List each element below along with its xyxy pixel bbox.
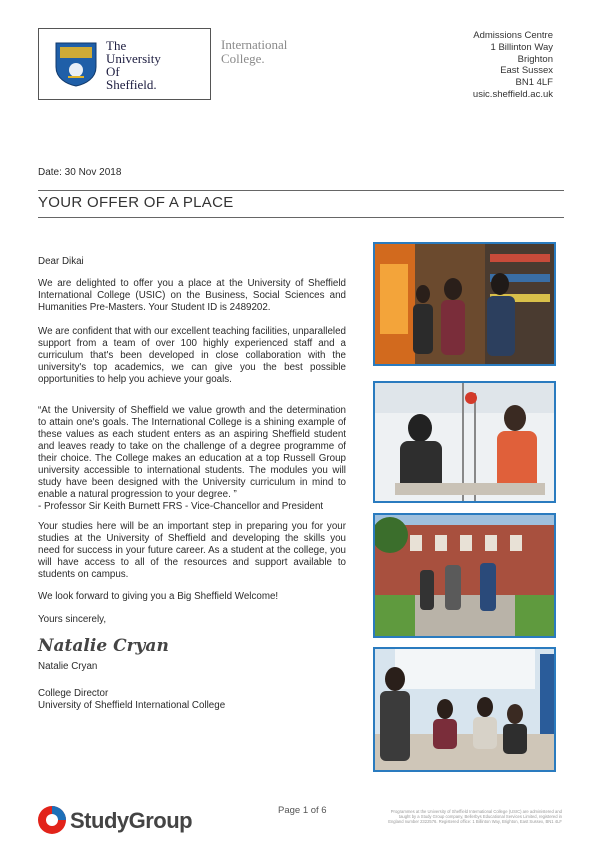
legal-small-print: Programmes at the University of Sheffield International College (USIC) are administered and taught by a Study Group company, Bellerbys Educational Services Limited, registered in England number 2322576. Registered office: 1 Billinton Way, Brighton, East Sussex, BN1 4LF bbox=[388, 809, 562, 824]
photo-bookshop bbox=[373, 242, 556, 366]
handwritten-signature: Natalie Cryan bbox=[38, 636, 169, 656]
shield-crest-icon bbox=[54, 41, 98, 87]
offer-paragraph: We are delighted to offer you a place at the University of Sheffield International College (USIC) on the Business, Social Sciences and Humanities Pre-Masters. Your Student ID is 2489202. bbox=[38, 278, 346, 313]
divider bbox=[38, 190, 564, 191]
studygroup-logo-icon bbox=[37, 805, 67, 835]
welcome-paragraph: We look forward to giving you a Big Sheffield Welcome! bbox=[38, 591, 279, 602]
address-line: East Sussex bbox=[500, 65, 553, 77]
address-line: Brighton bbox=[517, 53, 553, 65]
quote-paragraph: “At the University of Sheffield we value growth and the determination to attain one's goals. The International College is a shining example of these values as each student enters as an aspiring Sheffield student and leaves ready to take on the challenge of a degree programme of their choice. The College makes an education at a top Russell Group university accessible to international students. The modules you will study have been designed with the University curriculum in mind to enable a natural progression to your degree. ” bbox=[38, 405, 346, 500]
studygroup-brand: StudyGroup bbox=[70, 808, 193, 833]
address-line: 1 Billinton Way bbox=[490, 41, 553, 53]
letter-date: Date: 30 Nov 2018 bbox=[38, 167, 122, 178]
support-paragraph: We are confident that with our excellent teaching facilities, unparalleled support from a team of over 100 highly experienced staff and a curriculum that's been developed in close collaboration with the university's top academics, we can give you the best possible opportunities to help you achieve your goals. bbox=[38, 326, 346, 385]
university-logo bbox=[38, 28, 211, 100]
quote-author: - Professor Sir Keith Burnett FRS - Vice-Chancellor and President bbox=[38, 501, 324, 512]
college-name: International College. bbox=[221, 37, 288, 66]
signer-name: Natalie Cryan bbox=[38, 661, 98, 672]
address-line: BN1 4LF bbox=[515, 77, 553, 89]
address-line: Admissions Centre bbox=[473, 30, 553, 41]
photo-classroom bbox=[373, 647, 556, 772]
photo-laboratory bbox=[373, 381, 556, 503]
divider bbox=[38, 217, 564, 218]
letter-heading: YOUR OFFER OF A PLACE bbox=[38, 194, 234, 211]
signer-title: College Director University of Sheffield International College bbox=[38, 688, 226, 711]
salutation: Dear Dikai bbox=[38, 256, 84, 267]
studies-paragraph: Your studies here will be an important step in preparing you for your studies at the University of Sheffield and developing the skills you need for success in your future career. As a student at the college, you will have access to all of the resources and support available to students on campus. bbox=[38, 521, 346, 580]
address-block bbox=[473, 30, 553, 101]
closing: Yours sincerely, bbox=[38, 614, 107, 625]
university-name: The University Of Sheffield. bbox=[106, 38, 161, 92]
photo-campus bbox=[373, 513, 556, 638]
page-number: Page 1 of 6 bbox=[278, 805, 327, 816]
website-link[interactable]: usic.sheffield.ac.uk bbox=[472, 88, 553, 100]
